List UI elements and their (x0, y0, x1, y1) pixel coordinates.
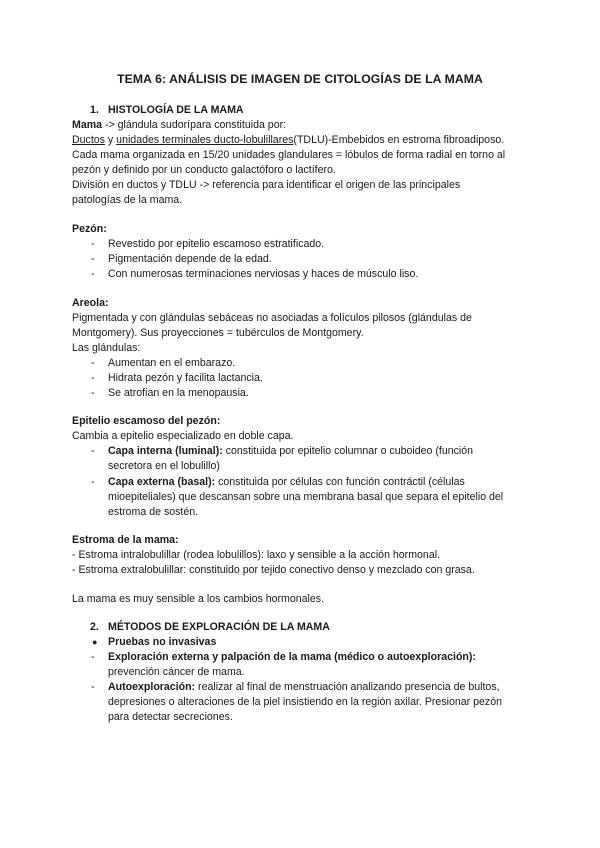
dash-marker: - (91, 357, 95, 369)
definition: -> glándula sudorípara constituida por: (102, 119, 287, 131)
list-item-continuation: secretora en el lobulillo) (108, 460, 220, 472)
list-item (108, 444, 473, 459)
subsection-heading: Estroma de la mama: (72, 534, 179, 546)
list-item: Pruebas no invasivas (108, 636, 217, 648)
term: Capa externa (basal): (108, 476, 216, 488)
section-2-heading (90, 620, 330, 635)
paragraph-line: Pigmentada y con glándulas sebáceas no asociadas a folículos pilosos (glándulas de (72, 312, 472, 324)
dash-marker: - (91, 681, 95, 693)
subsection-heading: Pezón: (72, 223, 107, 235)
text: y (104, 134, 117, 146)
subsection-heading: Areola: (72, 297, 109, 309)
dash-marker: - (91, 238, 95, 250)
paragraph-line: pezón y definido por un conducto galactóforo o lactífero. (72, 164, 336, 176)
list-item-continuation: estroma de sostén. (108, 506, 199, 518)
paragraph-line: Cambia a epitelio especializado en doble capa. (72, 430, 294, 442)
paragraph-line: - Estroma intralobulillar (rodea lobulillos): laxo y sensible a la acción hormonal. (72, 549, 441, 561)
list-item-continuation: prevención cáncer de mama. (108, 666, 245, 678)
paragraph-line: División en ductos y TDLU -> referencia para identificar el origen de las principales (72, 179, 461, 191)
dash-marker: - (91, 387, 95, 399)
dash-marker: - (91, 253, 95, 265)
paragraph-line: Cada mama organizada en 15/20 unidades glandulares = lóbulos de forma radial en torno al (72, 149, 506, 161)
list-item: Se atrofian en la menopausia. (108, 387, 249, 399)
list-item: Revestido por epitelio escamoso estratificado. (108, 238, 325, 250)
dash-marker: - (91, 268, 95, 280)
list-item: Hidrata pezón y facilita lactancia. (108, 372, 263, 384)
paragraph-line: - Estroma extralobulillar: constituido por tejido conectivo denso y mezclado con grasa. (72, 564, 475, 576)
list-item: Exploración externa y palpación de la mama (médico o autoexploración): (108, 651, 476, 663)
term: Autoexploración: (108, 681, 196, 693)
dash-marker: - (91, 372, 95, 384)
paragraph-line: patologías de la mama. (72, 194, 183, 206)
section-1-heading (90, 103, 244, 118)
section-number: 2. (90, 621, 99, 633)
underlined-term: Ductos (72, 134, 105, 146)
list-item-continuation: mioepiteliales) que descansan sobre una membrana basal que separa el epitelio del (108, 491, 504, 503)
paragraph-line: Montgomery). Sus proyecciones = tubérculos de Montgomery. (72, 327, 364, 339)
section-title: MÉTODOS DE EXPLORACIÓN DE LA MAMA (108, 621, 330, 633)
paragraph-line: La mama es muy sensible a los cambios hormonales. (72, 593, 325, 605)
document-title: TEMA 6: ANÁLISIS DE IMAGEN DE CITOLOGÍAS DE LA MAMA (117, 72, 483, 86)
subsection-heading: Epitelio escamoso del pezón: (72, 415, 221, 427)
list-item: Con numerosas terminaciones nerviosas y haces de músculo liso. (108, 268, 419, 280)
text: constituida por células con función contráctil (células (215, 476, 465, 488)
bullet-marker: ● (92, 637, 98, 647)
term: Mama (72, 119, 103, 131)
paragraph-line (72, 133, 504, 148)
section-title: HISTOLOGÍA DE LA MAMA (108, 104, 244, 116)
paragraph-line: Las glándulas: (72, 342, 141, 354)
underlined-term: unidades terminales ducto-lobulillares (116, 134, 294, 146)
list-item (108, 680, 500, 695)
dash-marker: - (91, 476, 95, 488)
dash-marker: - (91, 651, 95, 663)
section-number: 1. (90, 104, 99, 116)
text: (TDLU)-Embebidos en estroma fibroadiposo. (293, 134, 505, 146)
list-item-continuation: para detectar secreciones. (108, 711, 233, 723)
term: Capa interna (luminal): (108, 445, 223, 457)
dash-marker: - (91, 445, 95, 457)
text: realizar al final de menstruación analizando presencia de bultos, (195, 681, 500, 693)
text: constituida por epitelio columnar o cuboideo (función (222, 445, 474, 457)
list-item-continuation: depresiones o alteraciones de la piel insistiendo en la región axilar. Presionar pezón (108, 696, 502, 708)
list-item: Pigmentación depende de la edad. (108, 253, 272, 265)
paragraph-line (72, 118, 286, 133)
list-item (108, 475, 465, 490)
list-item: Aumentan en el embarazo. (108, 357, 236, 369)
